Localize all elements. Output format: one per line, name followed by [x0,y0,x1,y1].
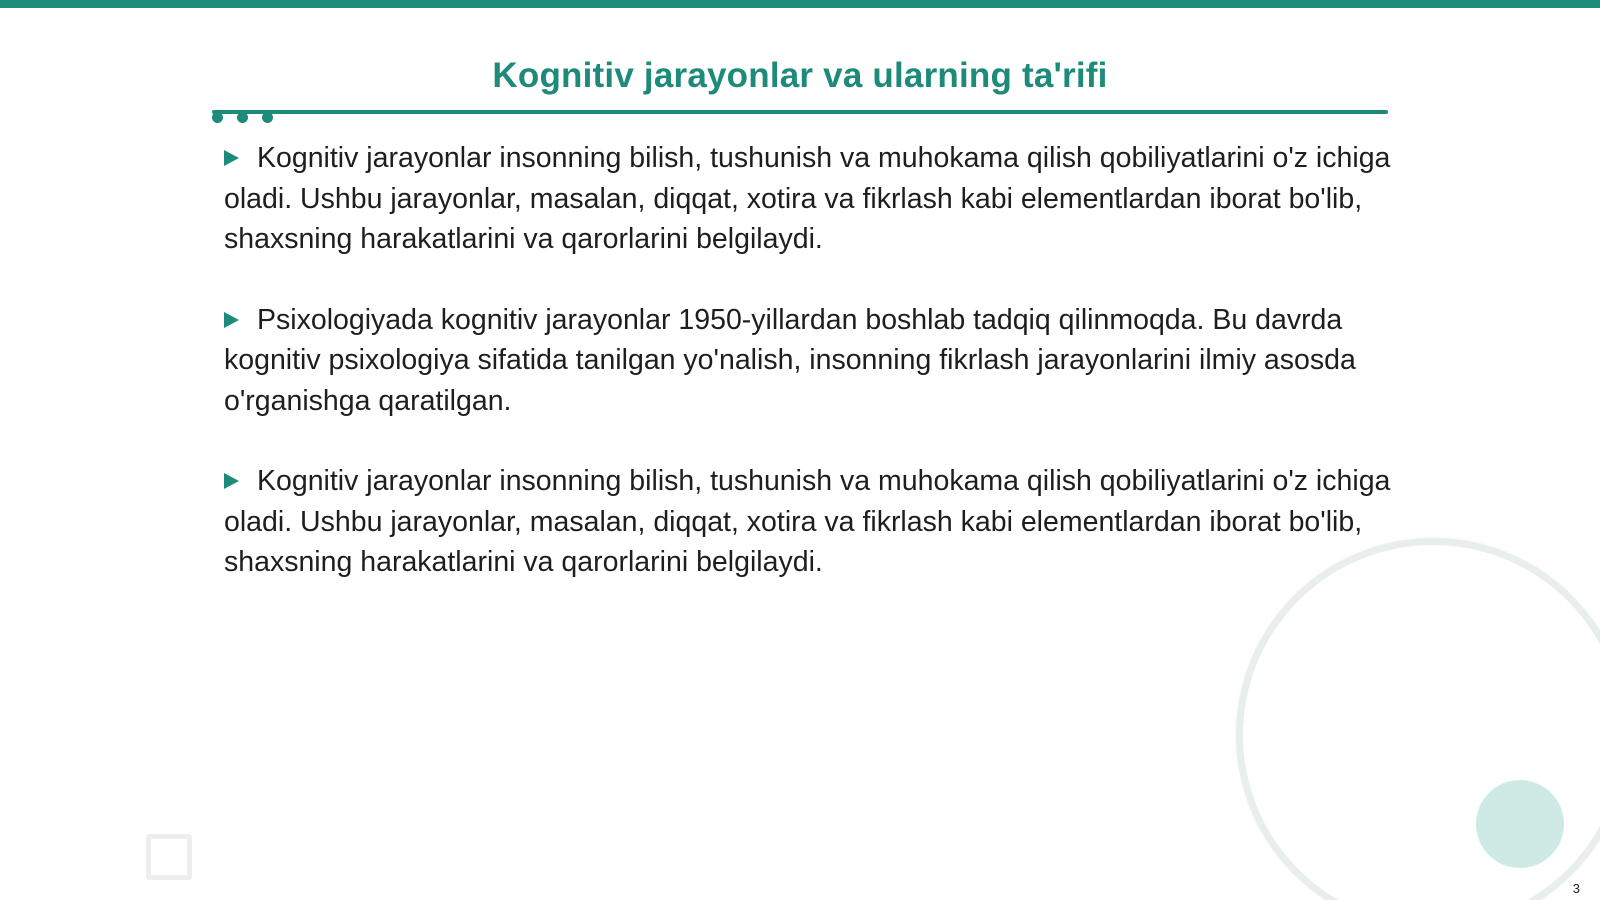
triangle-right-bullet-icon [224,473,239,489]
triangle-right-bullet-icon [224,150,239,166]
slide-body [224,138,1394,623]
title-dots-decoration [212,112,282,126]
bullet-paragraph [224,138,1394,260]
paragraph-text: Kognitiv jarayonlar insonning bilish, tushunish va muhokama qilish qobiliyatlarini o'z ichiga oladi. Ushbu jarayonlar, masalan, diqqat, xotira va fikrlash kabi elementlardan iborat bo'lib, shaxsning harakatlarini va qarorlarini belgilaydi. [224,465,1391,578]
bullet-paragraph [224,461,1394,583]
slide-title: Kognitiv jarayonlar va ularning ta'rifi [492,56,1108,95]
paragraph-text: Kognitiv jarayonlar insonning bilish, tushunish va muhokama qilish qobiliyatlarini o'z ichiga oladi. Ushbu jarayonlar, masalan, diqqat, xotira va fikrlash kabi elementlardan iborat bo'lib, shaxsning harakatlarini va qarorlarini belgilaydi. [224,142,1391,255]
decor-dot [212,112,223,123]
bullet-paragraph [224,300,1394,422]
top-accent-bar [0,0,1600,8]
triangle-right-bullet-icon [224,312,239,328]
paragraph-text: Psixologiyada kognitiv jarayonlar 1950-yillardan boshlab tadqiq qilinmoqda. Bu davrda kognitiv psixologiya sifatida tanilgan yo'nalish, insonning fikrlash jarayonlarini ilmiy asosda o'rganishga qaratilgan. [224,303,1356,417]
title-underline [212,110,1388,114]
decorative-disc [1476,780,1564,868]
decor-dot [237,112,248,123]
decorative-square [146,834,192,880]
page-number: 3 [1572,881,1580,896]
decor-dot [262,112,273,123]
